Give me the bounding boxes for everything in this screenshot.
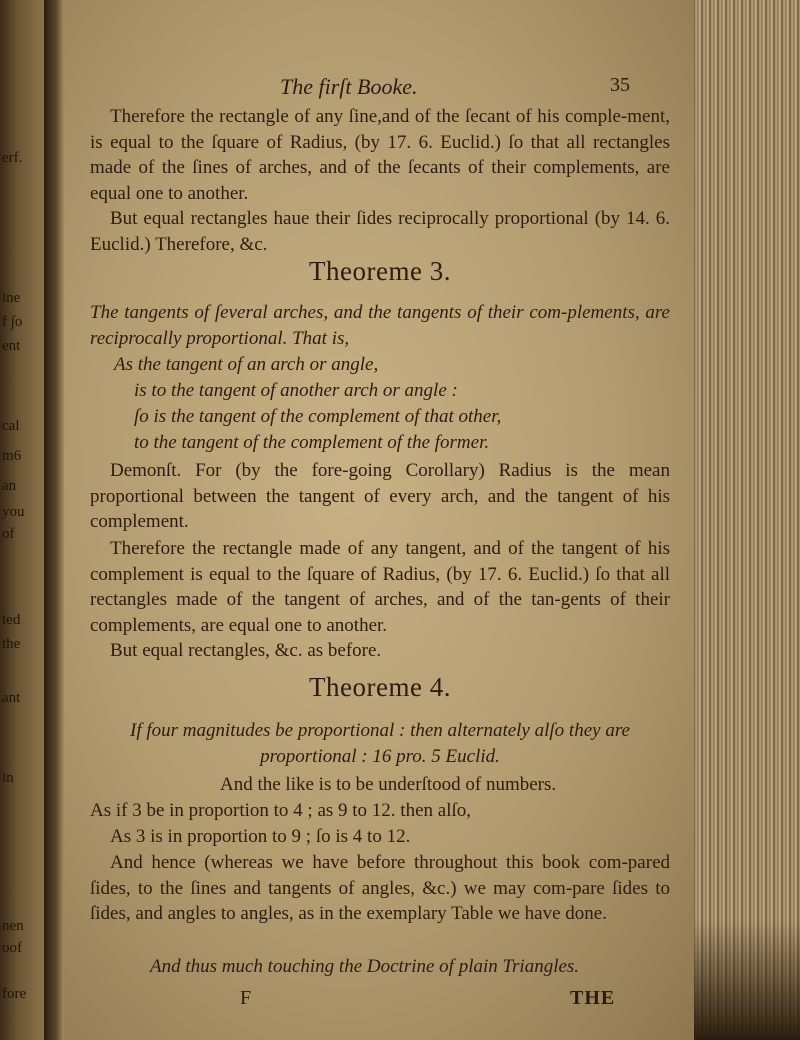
margin-fragment: ine <box>2 290 21 306</box>
paragraph-conclusion <box>90 954 670 980</box>
paragraph-example-1 <box>90 798 670 824</box>
facing-page-margin <box>0 0 44 1040</box>
page-number: 35 <box>610 74 630 96</box>
paragraph-text: Therefore the rectangle of any ſine,and of the ſecant of his comple-ment, is equal to the ſquare of Radius, (by 17. 6. Euclid.) ſo that all rectangles made of the ſines of arches, and of the ſecants of their complements, are equal one to another. <box>90 106 670 204</box>
margin-fragment: ent <box>2 338 21 354</box>
paragraph-text: The tangents of ſeveral arches, and the tangents of their com-plements, are reciprocally proportional. That is, <box>90 302 670 349</box>
paragraph-text: Therefore the rectangle made of any tangent, and of the tangent of his complement is equal to the ſquare of Radius, (by 17. 6. Euclid.) ſo that all rectangles made of the tangent of arches, and of the tan-gents of their complements, are equal one to another. <box>90 538 670 636</box>
margin-fragment: fore <box>2 986 27 1002</box>
book-page <box>64 0 694 1040</box>
margin-fragment: you <box>2 504 25 520</box>
paragraph-text: As if 3 be in proportion to 4 ; as 9 to 12. then alſo, <box>90 800 472 821</box>
paragraph-example-2 <box>90 824 670 850</box>
book-gutter <box>44 0 64 1040</box>
paragraph-as-before <box>90 638 670 664</box>
paragraph-text: And thus much touching the Doctrine of plain Triangles. <box>150 956 580 977</box>
catchword: THE <box>570 987 616 1009</box>
page-edges <box>694 0 800 1040</box>
theorem-3-heading: Theoreme 3. <box>309 256 451 286</box>
paragraph-rectangle-tangents <box>90 536 670 638</box>
theorem-3-statement <box>90 300 670 351</box>
margin-fragment: cal <box>2 418 20 434</box>
margin-fragment: ant <box>2 690 21 706</box>
paragraph-demonstration <box>90 458 670 535</box>
page-footer <box>90 987 670 1013</box>
running-head <box>90 74 670 100</box>
paragraph-rectangle-sines <box>90 104 670 206</box>
paragraph-numbers <box>90 772 670 798</box>
margin-fragment: the <box>2 636 21 652</box>
proportion-line: to the tangent of the complement of the former. <box>134 432 490 453</box>
proportion-line: ſo is the tangent of the complement of that other, <box>134 406 502 427</box>
margin-fragment: erf. <box>2 150 23 166</box>
proportion-line: is to the tangent of another arch or angle : <box>134 380 458 401</box>
margin-fragment: m6 <box>2 448 22 464</box>
signature-mark: F <box>240 987 252 1009</box>
margin-fragment: oof <box>2 940 22 956</box>
margin-fragment: nen <box>2 918 24 934</box>
paragraph-text: Demonſt. For (by the fore-going Corollary) Radius is the mean proportional between the tangent of every arch, and the tangent of his complement. <box>90 460 670 532</box>
paragraph-text: And the like is to be underſtood of numbers. <box>220 774 557 795</box>
margin-fragment: of <box>2 526 15 542</box>
theorem-4-heading: Theoreme 4. <box>309 672 451 702</box>
paragraph-text: But equal rectangles haue their ſides reciprocally proportional (by 14. 6. Euclid.) Therefore, &c. <box>90 208 670 255</box>
paragraph-text: But equal rectangles, &c. as before. <box>110 640 382 661</box>
paragraph-text: As 3 is in proportion to 9 ; ſo is 4 to 12. <box>110 826 411 847</box>
paragraph-text: And hence (whereas we have before throughout this book com-pared ſides, to the ſines and tangents of angles, &c.) we may com-pare ſides to ſides, and angles to angles, as in the exemplary Table we have done. <box>90 852 670 924</box>
running-title: The firſt Booke. <box>280 74 418 99</box>
margin-fragment: ted <box>2 612 21 628</box>
proportion-line: As the tangent of an arch or angle, <box>114 354 379 375</box>
paragraph-reciprocal <box>90 206 670 257</box>
margin-fragment: f ∫o <box>2 314 23 330</box>
margin-fragment: an <box>2 478 17 494</box>
paragraph-hence <box>90 850 670 927</box>
paragraph-text: If four magnitudes be proportional : then alternately alſo they are proportional : 16 pro. 5 Euclid. <box>130 720 630 767</box>
margin-fragment: in <box>2 770 14 786</box>
theorem-4-statement <box>90 718 670 769</box>
